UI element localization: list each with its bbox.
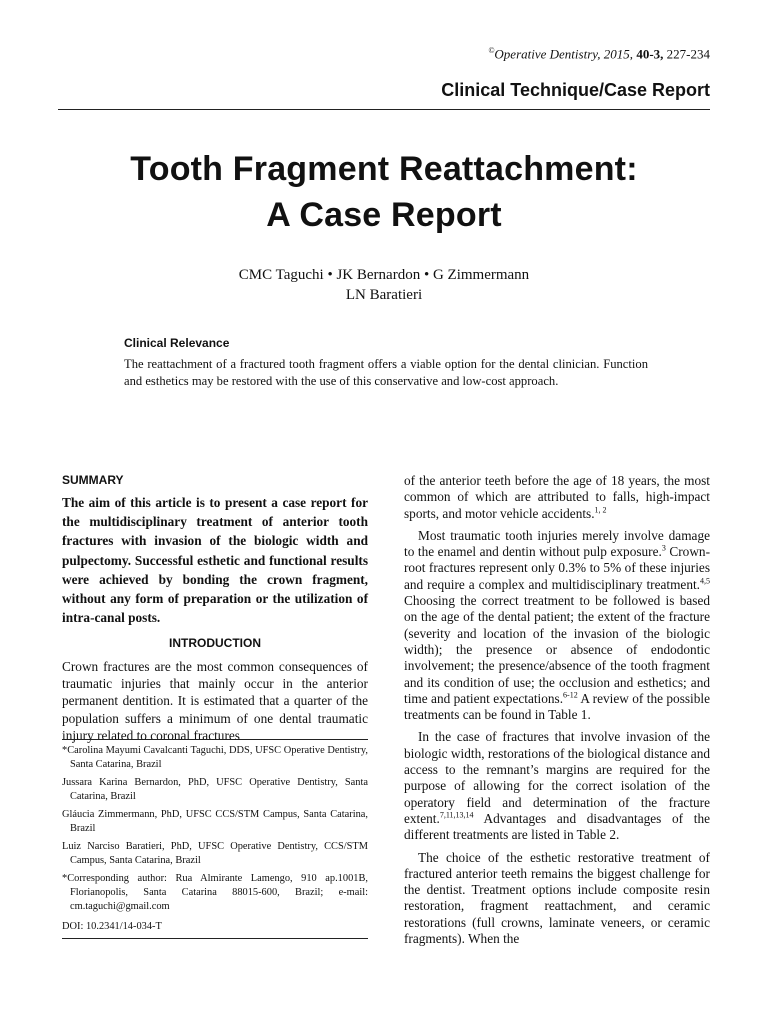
paragraph <box>404 473 710 522</box>
footnote-item: Jussara Karina Bernardon, PhD, UFSC Operative Dentistry, Santa Catarina, Brazil <box>62 777 368 802</box>
footnote-item: Luiz Narciso Baratieri, PhD, UFSC Operative Dentistry, CCS/STM Campus, Santa Catarina, Brazil <box>62 841 368 866</box>
paragraph: The choice of the esthetic restorative treatment of fractured anterior teeth remains the biggest challenge for the dentist. Treatment options include composite resin restoration, fragment reattachment, and ceramic restorations (full crowns, laminate veneers, or ceramic fragments). When the <box>404 849 710 947</box>
citation: 3 <box>661 543 666 553</box>
introduction-text: Crown fractures are the most common consequences of traumatic injuries that mainly occur in the anterior permanent dentition. It is estimated that a quarter of the population suffers a minimum of one dental traumatic injury related to coronal fractures <box>62 659 368 743</box>
journal-citation <box>488 46 710 62</box>
paragraph-text: Crown-root fractures represent only 0.3% to 5% of these injuries and require a complex and multidisciplinary treatment. <box>404 544 710 592</box>
paragraph-text: In the case of fractures that involve invasion of the biologic width, restorations of the biological distance and access to the remnant’s margins are required for the purpose of allowing for the correct isolation of the operatory field and determination of the fracture extent. <box>404 729 710 826</box>
paragraph-text: A review of the possible treatments can be found in Table 1. <box>404 690 710 723</box>
author-list <box>58 265 710 305</box>
paragraph-text: Most traumatic tooth injuries merely involve damage to the enamel and dentin without pulp exposure. <box>404 527 710 560</box>
paragraph-text: Advantages and disadvantages of the different treatments are listed in Table 2. <box>404 810 710 843</box>
footnote-item: Gláucia Zimmermann, PhD, UFSC CCS/STM Campus, Santa Catarina, Brazil <box>62 809 368 834</box>
copyright-mark: © <box>488 46 495 55</box>
citation: 7,11,13,14 <box>439 810 474 820</box>
title-line-2: A Case Report <box>266 196 502 234</box>
article-type: Clinical Technique/Case Report <box>441 80 710 100</box>
summary-text: The aim of this article is to present a case report for the multidisciplinary treatment of anterior tooth fractures with invasion of the biologic width and pulpectomy. Successful esthetic and functional results were achieved by bonding the crown fragment, without any form of preparation or the utilization of intra-canal posts. <box>62 495 368 626</box>
footnote-item: *Carolina Mayumi Cavalcanti Taguchi, DDS, UFSC Operative Dentistry, Santa Catarina, Brazil <box>62 745 368 770</box>
doi: DOI: 10.2341/14-034-T <box>62 921 162 932</box>
paragraph <box>404 528 710 724</box>
paragraph-text: of the anterior teeth before the age of 18 years, the most common of which are attributed to falls, high-impact sports, and motor vehicle accidents. <box>404 473 710 521</box>
doi-divider <box>62 938 368 939</box>
header-divider <box>58 109 710 110</box>
paragraph <box>404 729 710 843</box>
paragraph-text: Choosing the correct treatment to be followed is based on the age of the dental patient; the extent of the fracture (severity and location of the invasion of the biologic width); the presence or absence of endodontic involvement; the presence/absence of the tooth fragment and its condition of use; the occlusion and esthetics; and time and patient expectations. <box>404 593 710 706</box>
clinical-relevance-heading: Clinical Relevance <box>124 336 230 350</box>
authors-line-1: CMC Taguchi • JK Bernardon • G Zimmermann <box>238 267 530 283</box>
title-line-1: Tooth Fragment Reattachment: <box>130 150 638 188</box>
authors-line-2: LN Baratieri <box>345 287 423 303</box>
footnote-divider <box>62 739 368 740</box>
introduction-heading: INTRODUCTION <box>169 636 261 650</box>
citation: 4,5 <box>700 576 710 586</box>
author-footnotes <box>62 744 368 918</box>
page-range: 227-234 <box>666 46 710 62</box>
body-text-right-column <box>404 473 710 953</box>
footnote-item: *Corresponding author: Rua Almirante Lamengo, 910 ap.1001B, Florianopolis, Santa Catarina 88015-600, Brazil; e-mail: cm.taguchi@gmail.com <box>62 873 368 912</box>
clinical-relevance-text: The reattachment of a fractured tooth fragment offers a viable option for the dental clinician. Function and esthetics may be restored with the use of this conservative and low-cost approach. <box>124 357 648 388</box>
citation: 6-12 <box>563 690 578 700</box>
journal-name: Operative Dentistry, 2015, <box>494 46 634 62</box>
citation: 1, 2 <box>594 505 607 515</box>
summary-heading: SUMMARY <box>62 473 124 487</box>
article-title <box>58 146 710 238</box>
volume-issue: 40-3, <box>636 46 664 62</box>
